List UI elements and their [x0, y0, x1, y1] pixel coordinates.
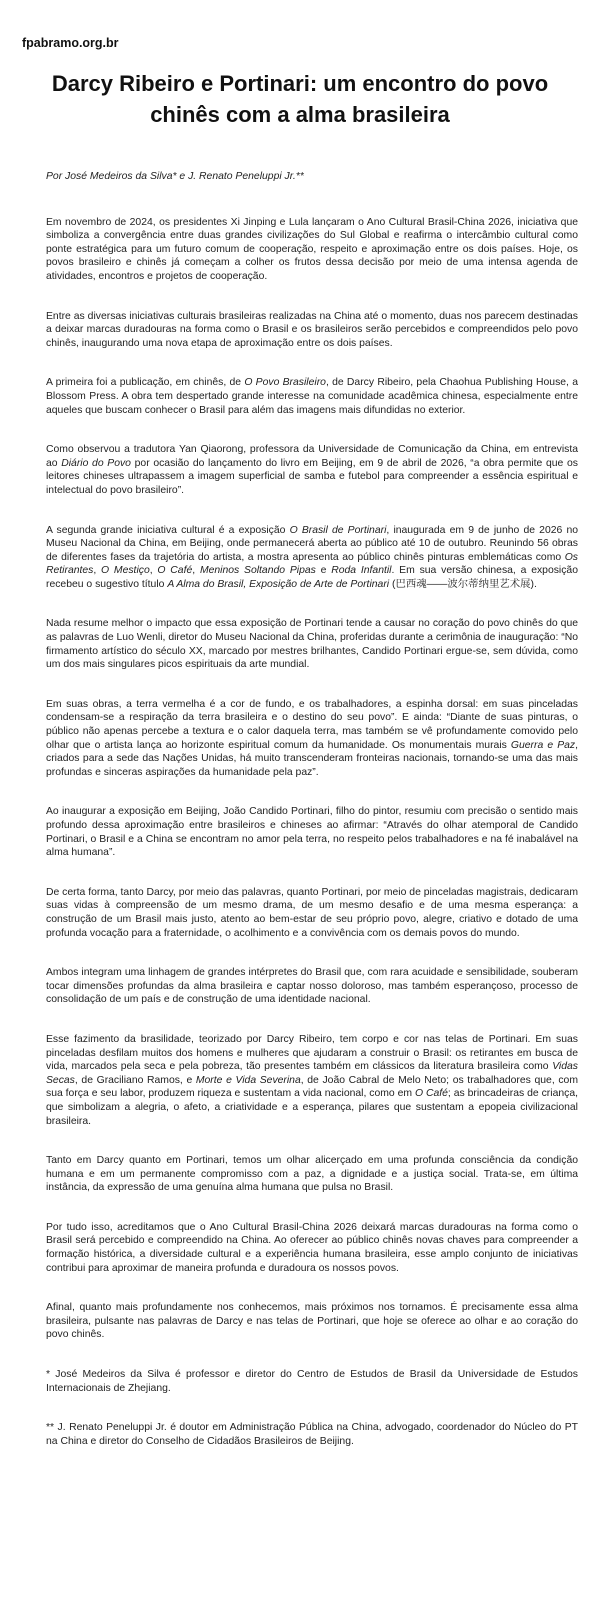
paragraph-12: Tanto em Darcy quanto em Portinari, temos um olhar alicerçado em uma profunda consciência da condição humana e em um permanente compromisso com a paz, a dignidade e a justiça social. Trata-se, em última instância, da expressão de uma genuína alma humana que pulsa no Brasil.	[46, 1155, 578, 1194]
paragraph-1: Em novembro de 2024, os presidentes Xi Jinping e Lula lançaram o Ano Cultural Brasil-China 2026, iniciativa que simboliza a convergência entre duas grandes civilizações do Sul Global e reafirma o intercâmbio cultural como ponte estratégica para um futuro comum de cooperação, respeito e aproximação entre os dois países. Hoje, os povos brasileiro e chinês já começam a colher os frutos dessa decisão por meio de uma intensa agenda de atividades, encontros e projetos de cooperação.	[46, 216, 578, 282]
text: A primeira foi a publicação, em chinês, de	[46, 377, 245, 389]
book-title: O Povo Brasileiro	[244, 377, 326, 389]
paragraph-6: Nada resume melhor o impacto que essa exposição de Portinari tende a causar no coração do povo chinês do que as palavras de Luo Wenli, diretor do Museu Nacional da China, proferidas durante a cerimônia de inauguração: “No firmamento artístico do século XX, marcado por mestres brilhantes, Candido Portinari ergue-se, sem dúvida, como um dos mais singulares picos espirituais da arte mundial.	[46, 618, 578, 671]
book-title: Vidas Secas	[46, 1061, 578, 1086]
text: ,	[93, 565, 102, 577]
exhibition-title: O Brasil de Portinari	[289, 524, 387, 536]
site-name-link[interactable]: fpabramo.org.br	[22, 36, 119, 50]
paragraph-8: Ao inaugurar a exposição em Beijing, João Candido Portinari, filho do pintor, resumiu com precisão o sentido mais profundo dessa aproximação entre brasileiros e chineses ao afirmar: “Através do olhar atemporal de Candido Portinari, o Brasil e a China se encontram no amor pela terra, no respeito pelos trabalhadores e na fé inabalável na alma humana”.	[46, 806, 578, 859]
text: . Em sua versão chinesa, a exposição recebeu o sugestivo título	[46, 565, 578, 590]
text: ,	[149, 565, 158, 577]
painting-title: Roda Infantil	[331, 565, 392, 577]
text: , de João Cabral de Melo Neto; os trabalhadores que, com sua força e seu labor, produzem riqueza e sustentam a vida nacional, como em	[46, 1074, 578, 1100]
text: , inaugurada em 9 de junho de 2026 no Museu Nacional da China, em Beijing, onde permanecerá aberta ao público até 10 de outubro. Reunindo 56 obras de diferentes fases da trajetória do artista, a mostra apresenta ao público chinês pinturas emblemáticas como	[46, 524, 578, 563]
paragraph-10: Ambos integram uma linhagem de grandes intérpretes do Brasil que, com rara acuidade e sensibilidade, souberam tocar dimensões profundas da alma brasileira e captar nosso doloroso, mas também esperançoso, processo de consolidação de um país e de construção de uma identidade nacional.	[46, 967, 578, 1006]
book-title: Morte e Vida Severina	[195, 1074, 301, 1086]
author-note-2: ** J. Renato Peneluppi Jr. é doutor em Administração Pública na China, advogado, coordenador do Núcleo do PT na China e diretor do Conselho de Cidadãos Brasileiros de Beijing.	[46, 1422, 578, 1447]
text: e	[315, 565, 332, 577]
text: A segunda grande iniciativa cultural é a exposição	[46, 524, 290, 536]
paragraph-9: De certa forma, tanto Darcy, por meio das palavras, quanto Portinari, por meio de pinceladas magistrais, dedicaram suas vidas à compreensão de um mesmo drama, de um mesmo desafio e de uma mesma esperança: a construção de um Brasil mais justo, atento ao bem-estar de seu próprio povo, alegre, criativo e dotado de uma profunda vocação para a fraternidade, o acolhimento e a convivência com os demais povos do mundo.	[46, 886, 578, 939]
painting-title: Os Retirantes	[46, 551, 578, 577]
text: (巴西魂——波尔蒂纳里艺术展).	[389, 578, 537, 590]
author-note-1: * José Medeiros da Silva é professor e diretor do Centro de Estudos de Brasil da Universidade de Estudos Internacionais de Zhejiang.	[46, 1369, 578, 1394]
exhibition-chinese-title: A Alma do Brasil, Exposição de Arte de Portinari	[167, 578, 390, 590]
paragraph-13: Por tudo isso, acreditamos que o Ano Cultural Brasil-China 2026 deixará marcas duradouras na forma como o Brasil será percebido e compreendido na China. Ao oferecer ao público chinês novas chaves para compreender a formação histórica, a diversidade cultural e a experiência humana brasileira, esse amplo conjunto de iniciativas contribui para aproximar de maneira profunda e duradoura os nossos povos.	[46, 1221, 578, 1274]
text: , criados para a sede das Nações Unidas, há muito transcenderam fronteiras nacionais, tornando-se uma das mais profundas e sinceras aspirações da humanidade pela paz”.	[46, 739, 578, 778]
text: Em suas obras, a terra vermelha é a cor de fundo, e os trabalhadores, a espinha dorsal: em suas pinceladas condensam-se a respiração da terra brasileira e o destino do seu povo”. E ainda: “Diante de suas pinturas, o público não apenas percebe a textura e o calor daquela terra, mas também se vê profundamente comovido pelo olhar que o artista lança ao horizonte espiritual comum da humanidade. Os monumentais murais	[46, 698, 578, 751]
paragraph-2: Entre as diversas iniciativas culturais brasileiras realizadas na China até o momento, duas nos parecem destinadas a deixar marcas duradouras na forma como o Brasil e os brasileiros serão percebidos e compreendidos pelo povo chinês, inaugurando uma nova etapa de aproximação entre os dois países.	[46, 310, 578, 349]
text: ,	[192, 565, 200, 577]
paragraph-11	[46, 1033, 578, 1128]
paragraph-5	[46, 524, 578, 592]
painting-title: O Café	[157, 565, 193, 577]
article-byline: Por José Medeiros da Silva* e J. Renato Peneluppi Jr.**	[46, 171, 304, 182]
paragraph-3	[46, 376, 578, 417]
text: Esse fazimento da brasilidade, teorizado por Darcy Ribeiro, tem corpo e cor nas telas de Portinari. Em suas pinceladas desfilam muitos dos homens e mulheres que ajudaram a construir o Brasil: os retirantes em busca de vida, marcados pela seca e pela pobreza, tão presentes também em clássicos da literatura brasileira como	[46, 1033, 578, 1073]
text: ; as brincadeiras de criança, que simbolizam a alegria, o afeto, a criatividade e a esperança, pilares que sustentam a epopeia civilizacional brasileira.	[46, 1088, 578, 1127]
painting-title: Meninos Soltando Pipas	[199, 565, 316, 577]
article-title: Darcy Ribeiro e Portinari: um encontro do povo chinês com a alma brasileira	[51, 71, 549, 127]
paragraph-4	[46, 443, 578, 497]
text: , de Darcy Ribeiro, pela Chaohua Publishing House, a Blossom Press. A obra tem despertado grande interesse na comunidade acadêmica chinesa, especialmente entre aqueles que buscam conhecer o Brasil para além das imagens mais difundidas no exterior.	[46, 377, 578, 416]
article-body	[46, 170, 578, 1474]
painting-title: O Café	[414, 1088, 448, 1100]
text: , de Graciliano Ramos, e	[74, 1074, 196, 1086]
text: Como observou a tradutora Yan Qiaorong, professora da Universidade de Comunicação da China, em entrevista ao	[46, 444, 578, 469]
paragraph-14: Afinal, quanto mais profundamente nos conhecemos, mais próximos nos tornamos. É precisamente essa alma brasileira, pulsante nas palavras de Darcy e nas telas de Portinari, que hoje se oferece ao olhar e ao coração do povo chinês.	[46, 1302, 578, 1341]
text: por ocasião do lançamento do livro em Beijing, em 9 de abril de 2026, “a obra permite que os leitores chineses ultrapassem a imagem superficial de samba e futebol para compreender a essência espiritual e intelectual do povo brasileiro”.	[46, 457, 578, 496]
paragraph-7	[46, 698, 578, 780]
painting-title: O Mestiço	[101, 565, 150, 577]
mural-title: Guerra e Paz	[510, 739, 576, 751]
newspaper-title: Diário do Povo	[61, 457, 131, 469]
